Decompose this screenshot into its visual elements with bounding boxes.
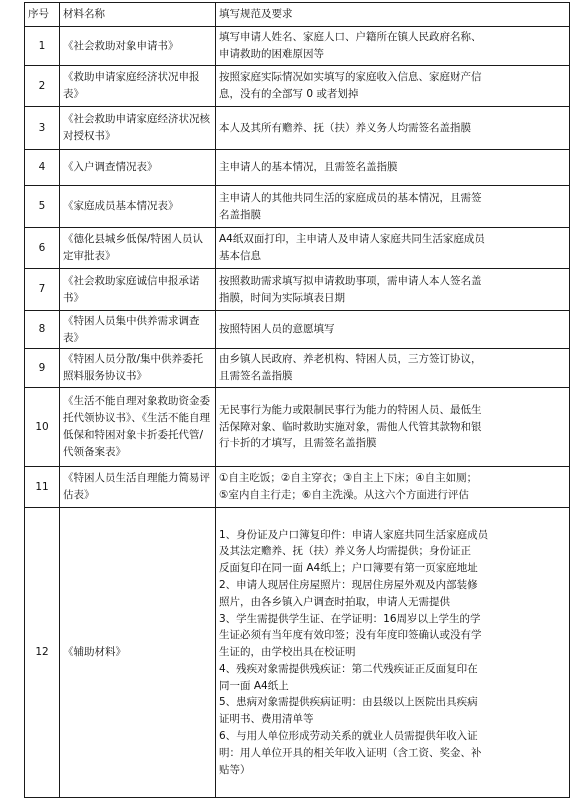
requirement-cell (216, 107, 570, 150)
requirement-line: 名盖指膜 (219, 208, 261, 221)
materials-table (24, 2, 570, 798)
material-name: 《家庭成员基本情况表》 (60, 186, 216, 228)
requirement-line: 按照特困人员的意愿填写 (219, 323, 335, 336)
requirement-line: 5、患病对象需提供疾病证明：由县级以上医院出具疾病 (219, 696, 478, 709)
requirement-cell (216, 388, 570, 467)
requirement-line: 3、学生需提供学生证、在学证明：16周岁以上学生的学 (219, 612, 481, 625)
requirement-cell (216, 311, 570, 349)
header-no: 序号 (25, 3, 60, 27)
requirement-line: 主申请人的基本情况，且需签名盖指膜 (219, 161, 398, 174)
requirement-line: 1、身份证及户口簿复印件：申请人家庭共同生活家庭成员 (219, 528, 489, 541)
row-number: 11 (25, 467, 60, 508)
requirement-line: 无民事行为能力或限制民事行为能力的特困人员、最低生 (219, 403, 482, 416)
material-name: 《特困人员集中供养需求调查表》 (60, 311, 216, 349)
requirement-line: 证明书、费用清单等 (219, 713, 314, 726)
requirement-cell (216, 269, 570, 311)
table-body (25, 3, 570, 798)
requirement-cell (216, 27, 570, 66)
header-name: 材料名称 (60, 3, 216, 27)
requirement-line: 照片，由各乡镇入户调查时拍取，申请人无需提供 (219, 595, 450, 608)
requirement-line: 按照救助需求填写拟申请救助事项，需申请人本人签名盖 (219, 274, 482, 287)
requirement-line: 指膜，时间为实际填表日期 (219, 291, 345, 304)
requirement-line: 同一面 A4纸上 (219, 679, 289, 692)
table-row (25, 349, 570, 388)
requirement-line: ⑤室内自主行走；⑥自主洗澡。从这六个方面进行评估 (219, 489, 469, 501)
row-number: 12 (25, 508, 60, 798)
table-row (25, 269, 570, 311)
requirement-line: 2、申请人现居住房屋照片：现居住房屋外观及内部装修 (219, 578, 478, 591)
row-number: 3 (25, 107, 60, 150)
table-row (25, 107, 570, 150)
table-row (25, 186, 570, 228)
table-header-row (25, 3, 570, 27)
requirement-line: 本人及其所有赡养、抚（扶）养义务人均需签名盖指膜 (219, 121, 471, 134)
table-row (25, 27, 570, 66)
table-row (25, 388, 570, 467)
requirement-line: 由乡镇人民政府、养老机构、特困人员，三方签订协议， (219, 353, 482, 366)
table-row (25, 228, 570, 269)
requirement-line: 贴等） (219, 763, 251, 776)
material-name: 《入户调查情况表》 (60, 150, 216, 186)
requirement-line: 且需签名盖指膜 (219, 370, 293, 382)
requirement-cell (216, 150, 570, 186)
material-name: 《救助申请家庭经济状况申报表》 (60, 66, 216, 107)
material-name: 《社会救助家庭诚信申报承诺书》 (60, 269, 216, 311)
requirement-line: A4纸双面打印，主申请人及申请人家庭共同生活家庭成员 (219, 233, 485, 246)
table-row (25, 150, 570, 186)
requirement-line: 基本信息 (219, 250, 261, 262)
requirement-line: ①自主吃饭；②自主穿衣；③自主上下床；④自主如厕； (219, 472, 478, 485)
header-requirement: 填写规范及要求 (216, 3, 570, 27)
row-number: 8 (25, 311, 60, 349)
table-row (25, 467, 570, 508)
requirement-line: 申请救助的困难原因等 (219, 48, 324, 60)
material-name: 《社会救助对象申请书》 (60, 27, 216, 66)
row-number: 2 (25, 66, 60, 107)
requirement-line: 息，没有的全部写 0 或者划掉 (219, 88, 359, 100)
requirement-cell (216, 66, 570, 107)
material-name: 《特困人员分散/集中供养委托照料服务协议书》 (60, 349, 216, 388)
requirement-line: 反面复印在同一面 A4纸上；户口簿要有第一页家庭地址 (219, 562, 478, 575)
requirement-cell (216, 186, 570, 228)
material-name: 《社会救助申请家庭经济状况核对授权书》 (60, 107, 216, 150)
requirement-line: 生证必须有当年度有效印签；没有年度印签确认或没有学 (219, 629, 482, 642)
row-number: 1 (25, 27, 60, 66)
requirement-cell (216, 228, 570, 269)
requirement-line: 填写申请人姓名、家庭人口、户籍所在镇人民政府名称、 (219, 31, 482, 44)
table-row (25, 508, 570, 798)
material-name: 《特困人员生活自理能力简易评估表》 (60, 467, 216, 508)
requirement-line: 6、与用人单位形成劳动关系的就业人员需提供年收入证 (219, 730, 478, 743)
table-row (25, 311, 570, 349)
row-number: 6 (25, 228, 60, 269)
row-number: 9 (25, 349, 60, 388)
requirement-cell (216, 508, 570, 798)
requirement-line: 主申请人的其他共同生活的家庭成员的基本情况，且需签 (219, 191, 482, 204)
requirement-cell (216, 467, 570, 508)
requirement-line: 按照家庭实际情况如实填写的家庭收入信息、家庭财产信 (219, 71, 482, 84)
requirement-line: 活保障对象、临时救助实施对象，需他人代管其款物和银 (219, 420, 482, 433)
requirement-cell (216, 349, 570, 388)
row-number: 5 (25, 186, 60, 228)
row-number: 4 (25, 150, 60, 186)
requirement-line: 4、残疾对象需提供残疾证：第二代残疾证正反面复印在 (219, 662, 478, 675)
requirement-line: 及其法定赡养、抚（扶）养义务人均需提供；身份证正 (219, 545, 471, 558)
requirement-line: 明：用人单位开具的相关年收入证明（含工资、奖金、补 (219, 746, 482, 759)
material-name: 《辅助材料》 (60, 508, 216, 798)
table-row (25, 66, 570, 107)
row-number: 10 (25, 388, 60, 467)
material-name: 《生活不能自理对象救助资金委托代领协议书》、《生活不能自理低保和特困对象卡折委托代管/代领备案表》 (60, 388, 216, 467)
requirement-line: 生证的，由学校出具在校证明 (219, 646, 356, 659)
row-number: 7 (25, 269, 60, 311)
material-name: 《德化县城乡低保/特困人员认定审批表》 (60, 228, 216, 269)
requirement-line: 行卡折的才填写，且需签名盖指膜 (219, 437, 377, 450)
